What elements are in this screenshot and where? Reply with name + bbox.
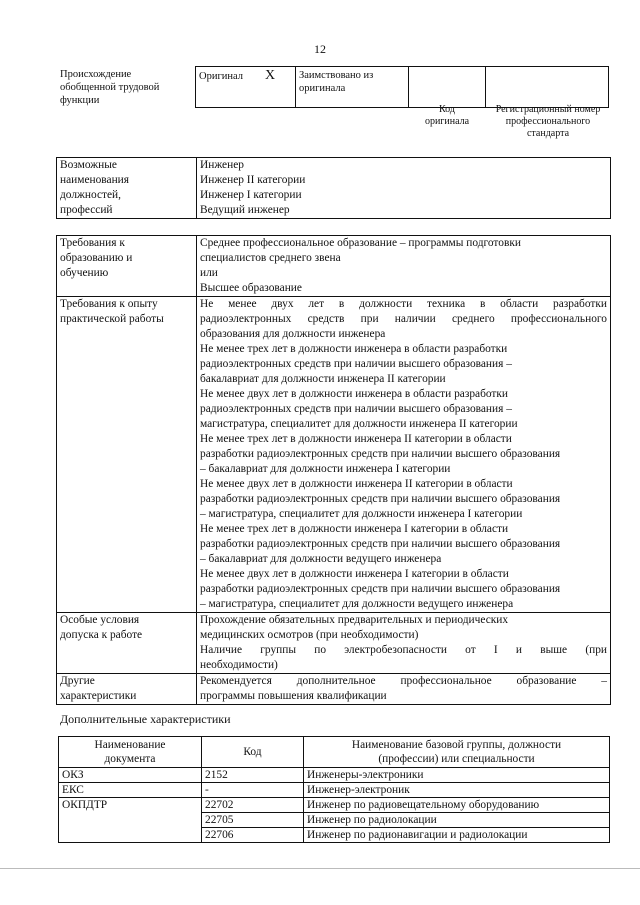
table-row [59, 768, 610, 783]
experience-line: радиоэлектронных средств при наличии среднего профессионального [200, 313, 607, 325]
positions-label-line: профессий [60, 204, 113, 216]
page-bottom-rule [0, 868, 640, 869]
education-label-line: обучению [60, 267, 109, 279]
header-name-line: Наименование базовой группы, должности [351, 739, 562, 751]
education-row [57, 236, 611, 297]
header-code: Код [202, 737, 304, 768]
experience-line: – магистратура, специалитет для должности инженера I категории [200, 508, 523, 520]
position-title: Ведущий инженер [200, 204, 290, 216]
special-line: медицинских осмотров (при необходимости) [200, 629, 419, 641]
education-value [197, 236, 611, 297]
row-name: Инженеры-электроники [304, 768, 610, 783]
row-name: Инженер по радионавигации и радиолокации [304, 828, 610, 843]
experience-label-line: практической работы [60, 313, 164, 325]
position-title: Инженер II категории [200, 174, 306, 186]
special-label-line: допуска к работе [60, 629, 143, 641]
special-conditions-row [57, 613, 611, 674]
experience-value [197, 297, 611, 613]
extra-header-row [59, 737, 610, 768]
experience-line: Не менее двух лет в должности инженера в области разработки [200, 388, 509, 400]
special-line: Наличие группы по электробезопасности от I и выше (при [200, 644, 607, 656]
other-label-line: Другие [60, 675, 95, 687]
education-line: или [200, 267, 218, 279]
experience-line: магистратура, специалитет для должности инженера II категории [200, 418, 518, 430]
borrowed-label-line: Заимствовано из [299, 70, 374, 81]
regnum-cell [486, 67, 609, 108]
header-name-line: (профессии) или специальности [378, 753, 535, 765]
code-caption-line: Код [439, 104, 455, 115]
experience-line: бакалавриат для должности инженера II категории [200, 373, 446, 385]
special-label-line: Особые условия [60, 614, 140, 626]
special-conditions-label [57, 613, 197, 674]
experience-line: – бакалавриат для должности ведущего инженера [200, 553, 442, 565]
experience-row [57, 297, 611, 613]
origin-label-line: обобщенной трудовой [60, 82, 160, 93]
experience-line: Не менее двух лет в должности инженера I категории в области [200, 568, 509, 580]
header-name [304, 737, 610, 768]
row-code: 22705 [202, 813, 304, 828]
table-row [59, 798, 610, 813]
regnum-caption-line: стандарта [526, 128, 570, 139]
original-label: Оригинал [199, 71, 243, 82]
other-line: программы повышения квалификации [200, 690, 387, 702]
regnum-caption [486, 104, 610, 140]
special-conditions-value [197, 613, 611, 674]
education-label [57, 236, 197, 297]
experience-line: радиоэлектронных средств при наличии высшего образования – [200, 403, 512, 415]
positions-label-line: должностей, [60, 189, 122, 201]
row-document: ОКЗ [59, 768, 202, 783]
experience-label-line: Требования к опыту [60, 298, 158, 310]
row-code: - [202, 783, 304, 798]
experience-line: Не менее трех лет в должности инженера в области разработки [200, 343, 508, 355]
education-line: Высшее образование [200, 282, 302, 294]
row-name: Инженер-электроник [304, 783, 610, 798]
origin-label-line: функции [60, 95, 100, 106]
extra-title: Дополнительные характеристики [60, 712, 231, 726]
regnum-caption-line: профессионального [505, 116, 591, 127]
experience-line: разработки радиоэлектронных средств при наличии высшего образования [200, 538, 561, 550]
table-row [59, 783, 610, 798]
header-document [59, 737, 202, 768]
other-characteristics-row [57, 674, 611, 705]
code-caption [410, 104, 484, 128]
original-cell [196, 67, 296, 108]
experience-line: разработки радиоэлектронных средств при наличии высшего образования [200, 448, 561, 460]
borrowed-cell [296, 67, 409, 108]
borrowed-label-line: оригинала [299, 83, 346, 94]
row-code: 22702 [202, 798, 304, 813]
experience-line: радиоэлектронных средств при наличии высшего образования – [200, 358, 512, 370]
other-characteristics-value [197, 674, 611, 705]
other-label-line: характеристики [60, 690, 137, 702]
experience-line: Не менее двух лет в должности инженера II категории в области [200, 478, 513, 490]
education-line: специалистов среднего звена [200, 252, 341, 264]
positions-label-line: наименования [60, 174, 130, 186]
position-title: Инженер [200, 159, 244, 171]
header-document-line: документа [104, 753, 156, 765]
row-document: ОКПДТР [59, 798, 202, 843]
origin-label [60, 68, 190, 107]
positions-table [56, 157, 611, 219]
experience-line: образования для должности инженера [200, 328, 386, 340]
row-code: 22706 [202, 828, 304, 843]
row-document: ЕКС [59, 783, 202, 798]
origin-table [195, 66, 609, 108]
experience-line: – бакалавриат для должности инженера I категории [200, 463, 451, 475]
other-line: Рекомендуется дополнительное профессиональное образование – [200, 675, 607, 687]
requirements-table [56, 235, 611, 705]
experience-line: разработки радиоэлектронных средств при наличии высшего образования [200, 583, 561, 595]
positions-values [197, 158, 611, 219]
positions-label [57, 158, 197, 219]
experience-line: Не менее двух лет в должности техника в области разработки [200, 298, 607, 310]
header-document-line: Наименование [94, 739, 166, 751]
experience-line: – магистратура, специалитет для должности ведущего инженера [200, 598, 514, 610]
education-label-line: образованию и [60, 252, 133, 264]
special-line: Прохождение обязательных предварительных и периодических [200, 614, 509, 626]
extra-table [58, 736, 610, 843]
row-name: Инженер по радиолокации [304, 813, 610, 828]
special-line: необходимости) [200, 659, 278, 671]
positions-label-line: Возможные [60, 159, 117, 171]
education-label-line: Требования к [60, 237, 125, 249]
page-number: 12 [314, 42, 326, 56]
experience-line: Не менее трех лет в должности инженера I категории в области [200, 523, 509, 535]
regnum-caption-line: Регистрационный номер [495, 104, 601, 115]
position-title: Инженер I категории [200, 189, 302, 201]
education-line: Среднее профессиональное образование – программы подготовки [200, 237, 521, 249]
row-code: 2152 [202, 768, 304, 783]
row-name: Инженер по радиовещательному оборудованию [304, 798, 610, 813]
code-caption-line: оригинала [424, 116, 470, 127]
origin-label-line: Происхождение [60, 69, 132, 80]
experience-label [57, 297, 197, 613]
original-mark: X [265, 68, 276, 83]
experience-line: Не менее трех лет в должности инженера II категории в области [200, 433, 512, 445]
other-characteristics-label [57, 674, 197, 705]
code-cell [409, 67, 486, 108]
experience-line: разработки радиоэлектронных средств при наличии высшего образования [200, 493, 561, 505]
